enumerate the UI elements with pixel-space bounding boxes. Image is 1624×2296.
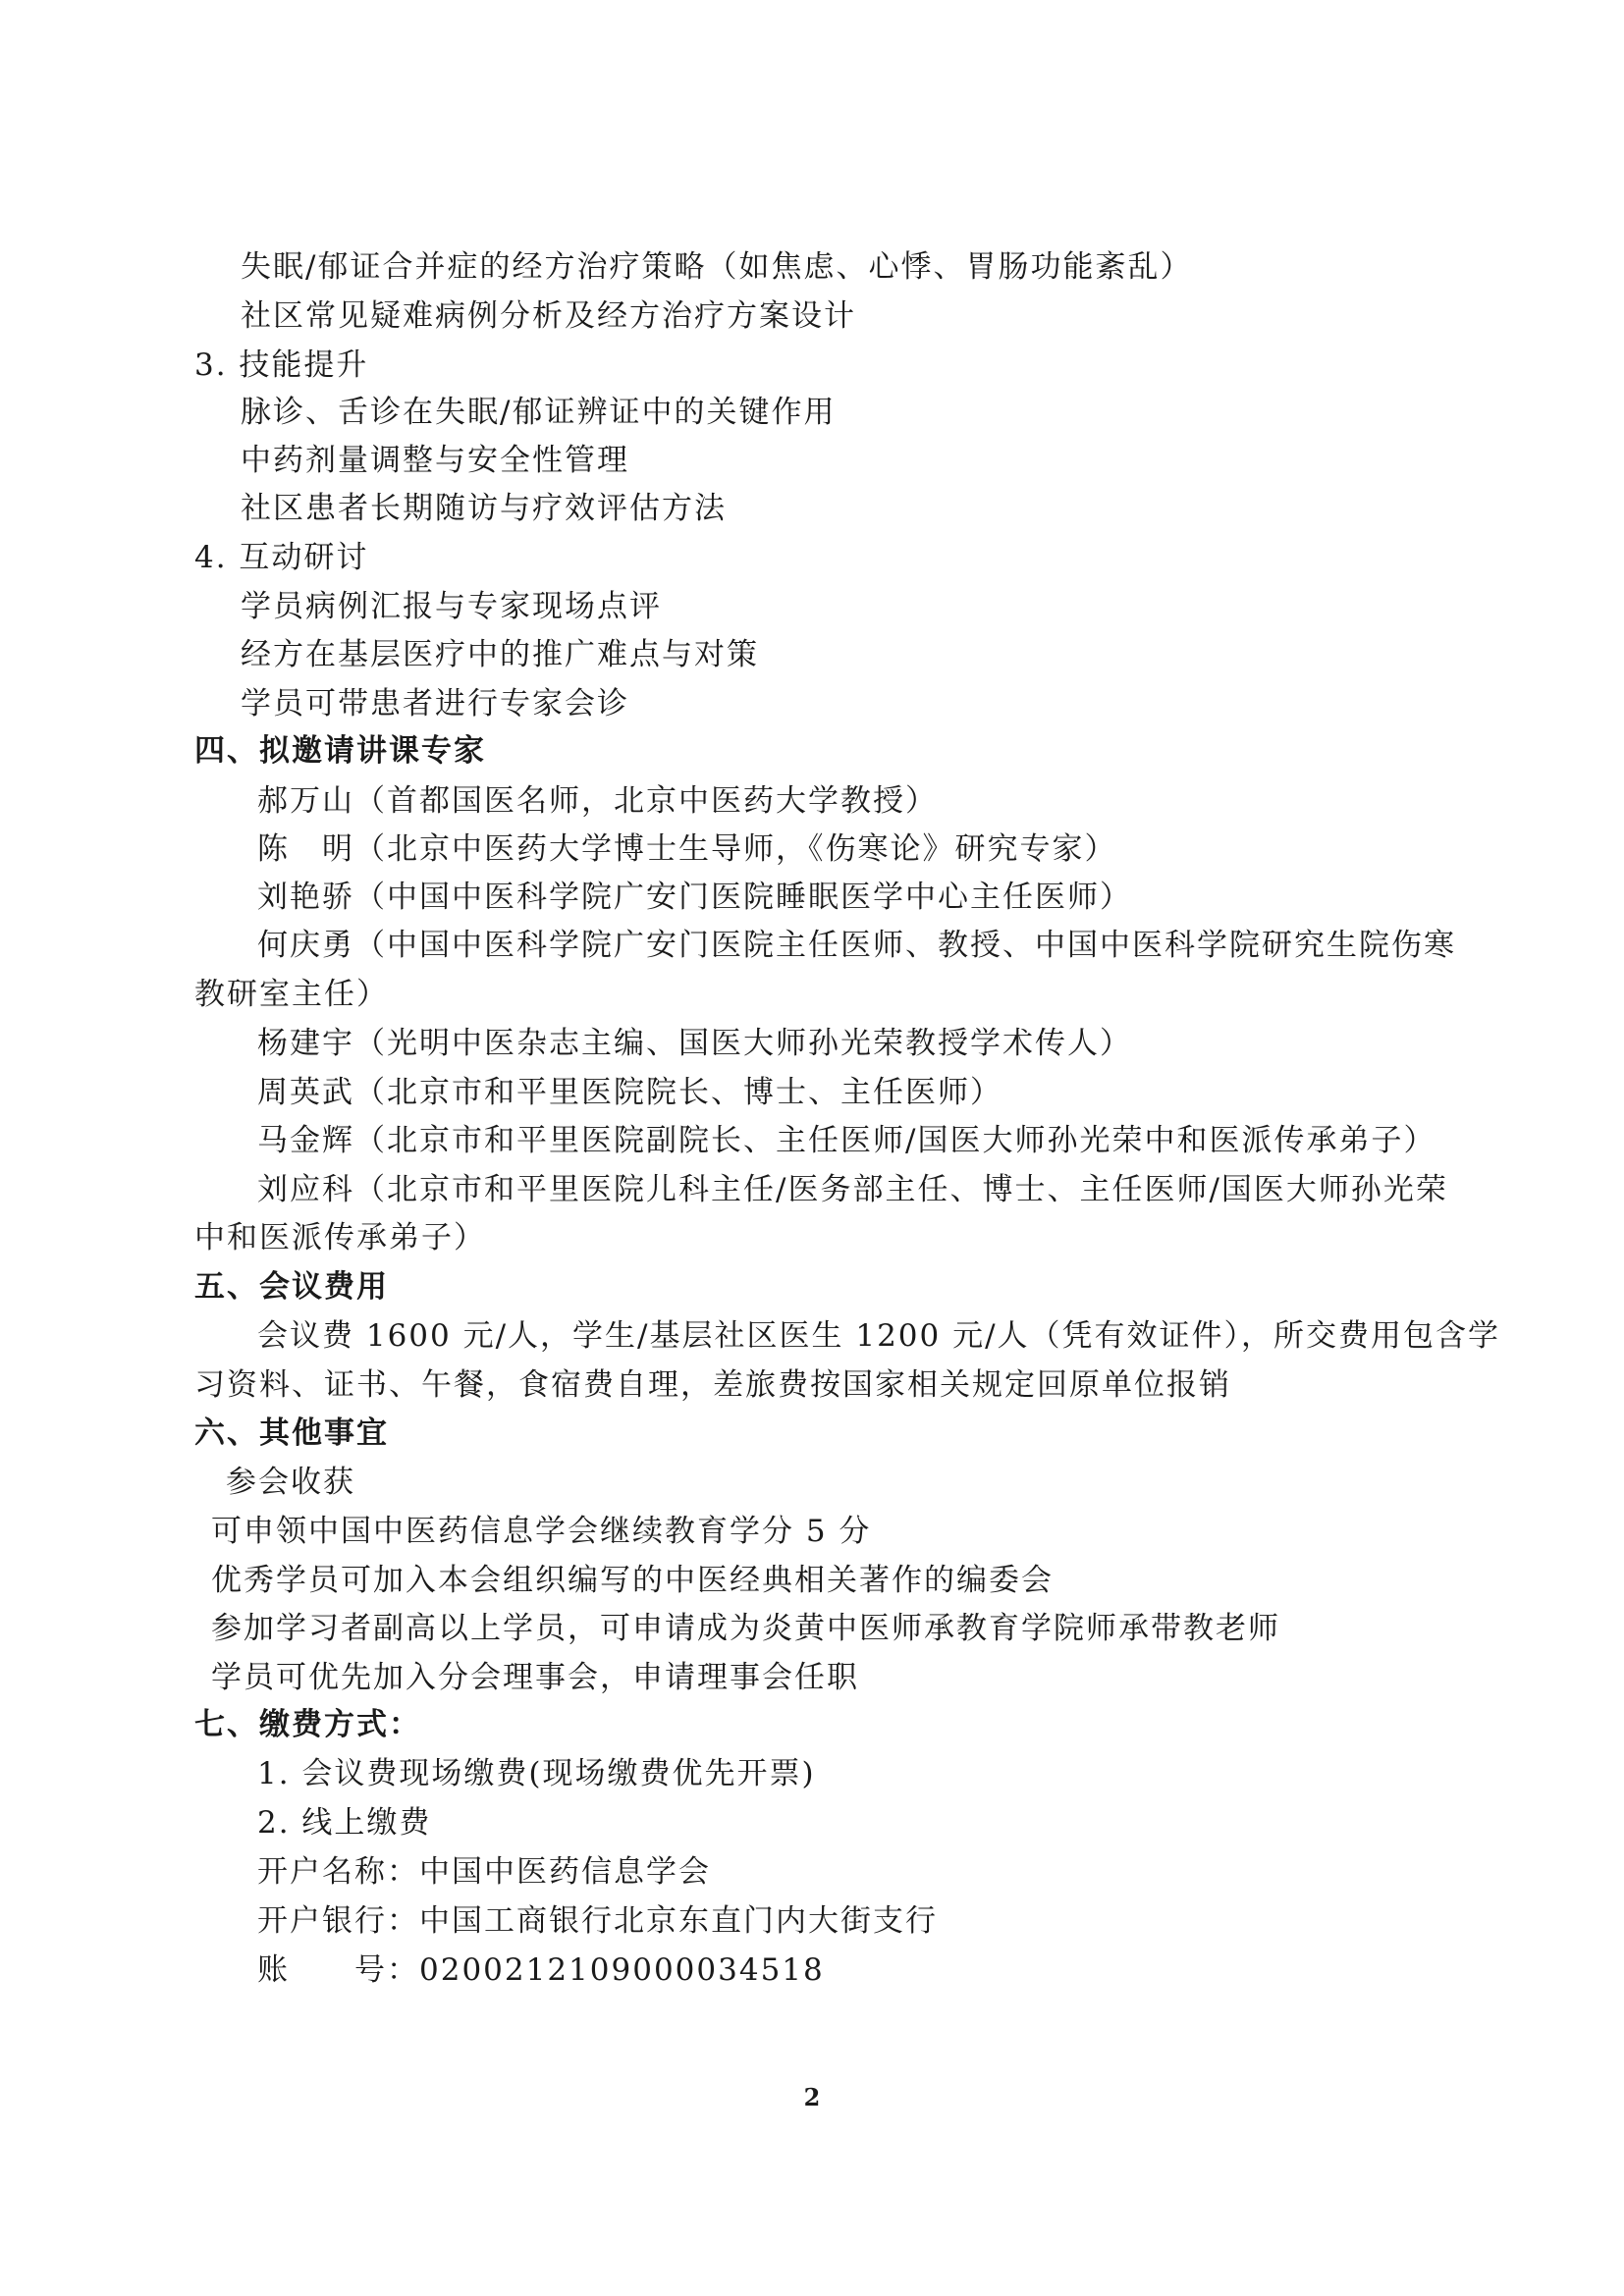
text-line: 参会收获 (226, 1465, 355, 1500)
expert-line: 中和医派传承弟子） (194, 1220, 486, 1255)
expert-line: 郝万山（首都国医名师，北京中医药大学教授） (257, 783, 938, 819)
subsection-heading: 4. 互动研讨 (194, 540, 369, 575)
section-heading: 四、拟邀请讲课专家 (194, 733, 486, 769)
text-line: 参加学习者副高以上学员，可申请成为炎黄中医师承教育学院师承带教老师 (211, 1611, 1280, 1646)
expert-line: 杨建宇（光明中医杂志主编、国医大师孙光荣教授学术传人） (257, 1026, 1132, 1061)
expert-line: 陈 明（北京中医药大学博士生导师，《伤寒论》研究专家） (257, 831, 1117, 867)
text-line: 中药剂量调整与安全性管理 (241, 443, 629, 478)
text-line: 社区常见疑难病例分析及经方治疗方案设计 (241, 298, 856, 334)
account-number: 账 号：0200212109000034518 (257, 1952, 825, 1988)
text-line: 经方在基层医疗中的推广难点与对策 (241, 637, 759, 672)
text-line: 失眠/郁证合并症的经方治疗策略（如焦虑、心悸、胃肠功能紊乱） (241, 249, 1193, 285)
text-line: 习资料、证书、午餐，食宿费自理，差旅费按国家相关规定回原单位报销 (194, 1367, 1231, 1403)
text-line: 会议费 1600 元/人，学生/基层社区医生 1200 元/人（凭有效证件），所交费用包含学 (257, 1318, 1501, 1354)
text-line: 学员病例汇报与专家现场点评 (241, 589, 662, 624)
text-line: 2. 线上缴费 (257, 1805, 432, 1841)
text-line: 社区患者长期随访与疗效评估方法 (241, 491, 727, 526)
section-heading: 七、缴费方式： (194, 1707, 421, 1742)
account-name: 开户名称：中国中医药信息学会 (257, 1854, 711, 1890)
expert-line: 周英武（北京市和平里医院院长、博士、主任医师） (257, 1075, 1002, 1110)
expert-line: 教研室主任） (194, 977, 389, 1012)
text-line: 1. 会议费现场缴费(现场缴费优先开票) (257, 1756, 816, 1791)
expert-line: 马金辉（北京市和平里医院副院长、主任医师/国医大师孙光荣中和医派传承弟子） (257, 1123, 1436, 1158)
text-line: 脉诊、舌诊在失眠/郁证辨证中的关键作用 (241, 395, 837, 430)
expert-line: 刘艳骄（中国中医科学院广安门医院睡眠医学中心主任医师） (257, 880, 1132, 915)
text-line: 优秀学员可加入本会组织编写的中医经典相关著作的编委会 (211, 1563, 1054, 1598)
text-line: 可申领中国中医药信息学会继续教育学分 5 分 (211, 1514, 872, 1549)
text-line: 学员可优先加入分会理事会，申请理事会任职 (211, 1660, 859, 1695)
bank-name: 开户银行：中国工商银行北京东直门内大街支行 (257, 1903, 938, 1939)
expert-line: 刘应科（北京市和平里医院儿科主任/医务部主任、博士、主任医师/国医大师孙光荣 (257, 1172, 1448, 1207)
section-heading: 五、会议费用 (194, 1269, 389, 1305)
text-line: 学员可带患者进行专家会诊 (241, 686, 629, 721)
section-heading: 六、其他事宜 (194, 1415, 389, 1451)
expert-line: 何庆勇（中国中医科学院广安门医院主任医师、教授、中国中医科学院研究生院伤寒 (257, 928, 1456, 963)
page-number: 2 (803, 2083, 821, 2111)
subsection-heading: 3. 技能提升 (194, 347, 369, 383)
